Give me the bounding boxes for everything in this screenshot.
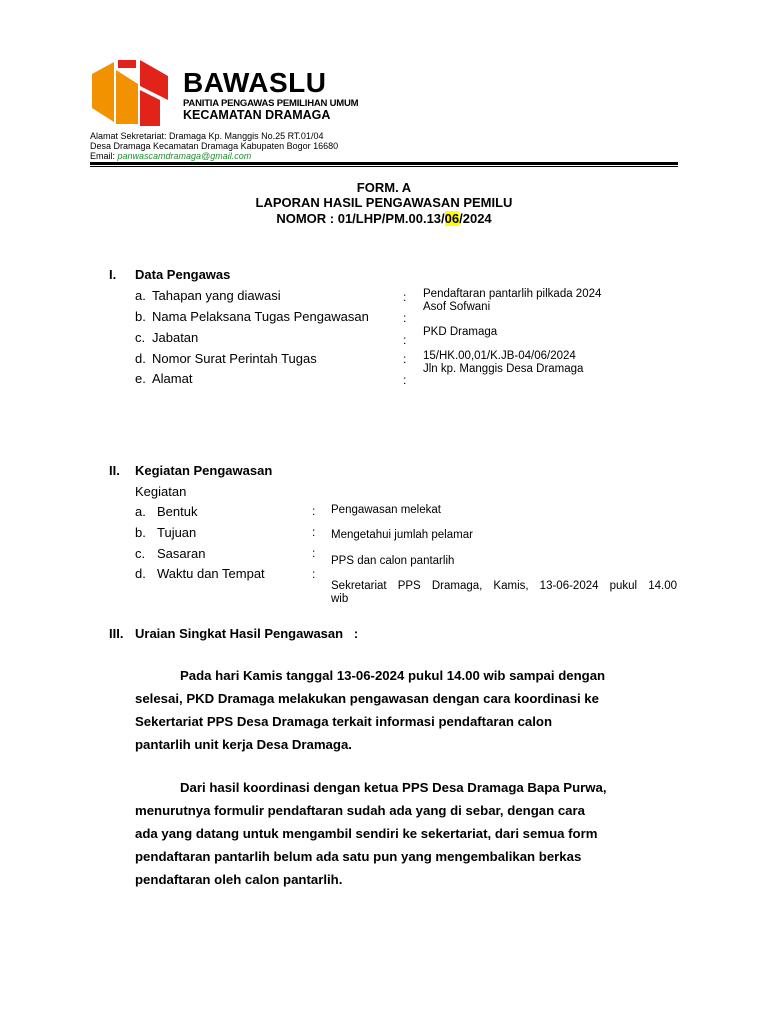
email-label: Email: xyxy=(90,151,118,161)
colon: : xyxy=(403,311,407,325)
section-2-item-letter: c. xyxy=(135,546,146,561)
section-2-item-label: Waktu dan Tempat xyxy=(157,566,265,581)
section-1-item-letter: e. xyxy=(135,371,146,386)
section-2-item-label: Tujuan xyxy=(157,525,197,540)
section-1-value: 15/HK.00,01/K.JB-04/06/2024 xyxy=(423,350,576,362)
report-title: LAPORAN HASIL PENGAWASAN PEMILU xyxy=(255,195,513,210)
paragraph-line: selesai, PKD Dramaga melakukan pengawasan dengan cara koordinasi ke xyxy=(135,691,599,706)
section-1-item-label: Jabatan xyxy=(152,330,199,345)
section-2-value: Pengawasan melekat xyxy=(331,504,441,516)
address-line-1: Alamat Sekretariat: Dramaga Kp. Manggis No.25 RT.01/04 xyxy=(90,131,324,141)
paragraph-line: menurutnya formulir pendaftaran sudah ada yang di sebar, dengan cara xyxy=(135,803,585,818)
section-1-item-letter: b. xyxy=(135,309,146,324)
colon: : xyxy=(312,504,316,518)
header-divider xyxy=(90,162,678,165)
colon: : xyxy=(403,352,407,366)
email-line xyxy=(90,152,251,161)
section-2-item-letter: b. xyxy=(135,525,146,540)
section-2-item-label: Bentuk xyxy=(157,504,198,519)
section-1-value: Asof Sofwani xyxy=(423,301,491,313)
section-1-value: PKD Dramaga xyxy=(423,326,498,338)
section-1-item-letter: a. xyxy=(135,288,146,303)
paragraph-2 xyxy=(135,776,665,891)
paragraph-line: Dari hasil koordinasi dengan ketua PPS Desa Dramaga Bapa Purwa, xyxy=(180,780,607,795)
section-2-title: Kegiatan Pengawasan xyxy=(135,463,273,478)
org-name: BAWASLU xyxy=(183,67,327,98)
org-subtitle: PANITIA PENGAWAS PEMILIHAN UMUM xyxy=(183,98,359,109)
section-1-value: Jln kp. Manggis Desa Dramaga xyxy=(423,363,584,375)
section-2-number: II. xyxy=(109,463,120,478)
number-prefix: NOMOR : 01/LHP/PM.00.13/ xyxy=(276,211,445,226)
section-1-item-label: Tahapan yang diawasi xyxy=(152,288,281,303)
email-link[interactable]: panwascamdramaga@gmail.com xyxy=(117,151,252,161)
paragraph-line: Pada hari Kamis tanggal 13-06-2024 pukul 14.00 wib sampai dengan xyxy=(180,668,606,683)
section-3-number: III. xyxy=(109,626,124,641)
section-2-value: wib xyxy=(331,593,349,605)
colon: : xyxy=(403,333,407,347)
section-2-subtitle: Kegiatan xyxy=(135,484,187,499)
colon: : xyxy=(403,373,407,387)
number-suffix: /2024 xyxy=(459,211,492,226)
org-district: KECAMATAN DRAMAGA xyxy=(183,108,331,122)
section-1-item-letter: c. xyxy=(135,330,146,345)
section-2-item-letter: a. xyxy=(135,504,146,519)
bawaslu-logo-icon xyxy=(90,60,170,128)
section-3-title: Uraian Singkat Hasil Pengawasan : xyxy=(135,626,359,641)
paragraph-line: pantarlih unit kerja Desa Dramaga. xyxy=(135,737,352,752)
section-1-value: Pendaftaran pantarlih pilkada 2024 xyxy=(423,288,602,300)
section-1-item-letter: d. xyxy=(135,351,146,366)
colon: : xyxy=(312,546,316,560)
section-2-item-label: Sasaran xyxy=(157,546,206,561)
address-line-2: Desa Dramaga Kecamatan Dramaga Kabupaten Bogor 16680 xyxy=(90,141,339,151)
section-1-number: I. xyxy=(109,267,117,282)
section-1-item-label: Nomor Surat Perintah Tugas xyxy=(152,351,317,366)
form-label: FORM. A xyxy=(356,180,412,195)
paragraph-line: pendaftaran pantarlih belum ada satu pun yang mengembalikan berkas xyxy=(135,849,582,864)
section-2-value: Mengetahui jumlah pelamar xyxy=(331,529,473,541)
colon: : xyxy=(312,567,316,581)
section-1-title: Data Pengawas xyxy=(135,267,231,282)
paragraph-line: ada yang datang untuk mengambil sendiri ke sekertariat, dari semua form xyxy=(135,826,598,841)
colon: : xyxy=(312,525,316,539)
section-2-value: PPS dan calon pantarlih xyxy=(331,555,455,567)
report-number xyxy=(0,212,768,225)
section-1-item-label: Nama Pelaksana Tugas Pengawasan xyxy=(152,309,369,324)
colon: : xyxy=(403,290,407,304)
paragraph-1 xyxy=(135,664,665,756)
section-1-item-label: Alamat xyxy=(152,371,193,386)
paragraph-line: pendaftaran oleh calon pantarlih. xyxy=(135,872,343,887)
paragraph-line: Sekertariat PPS Desa Dramaga terkait informasi pendaftaran calon xyxy=(135,714,553,729)
section-2-value: Sekretariat PPS Dramaga, Kamis, 13-06-2024 pukul 14.00 xyxy=(331,580,677,592)
number-highlight: 06 xyxy=(444,211,460,226)
header-divider-thin xyxy=(90,166,678,167)
section-2-item-letter: d. xyxy=(135,566,146,581)
